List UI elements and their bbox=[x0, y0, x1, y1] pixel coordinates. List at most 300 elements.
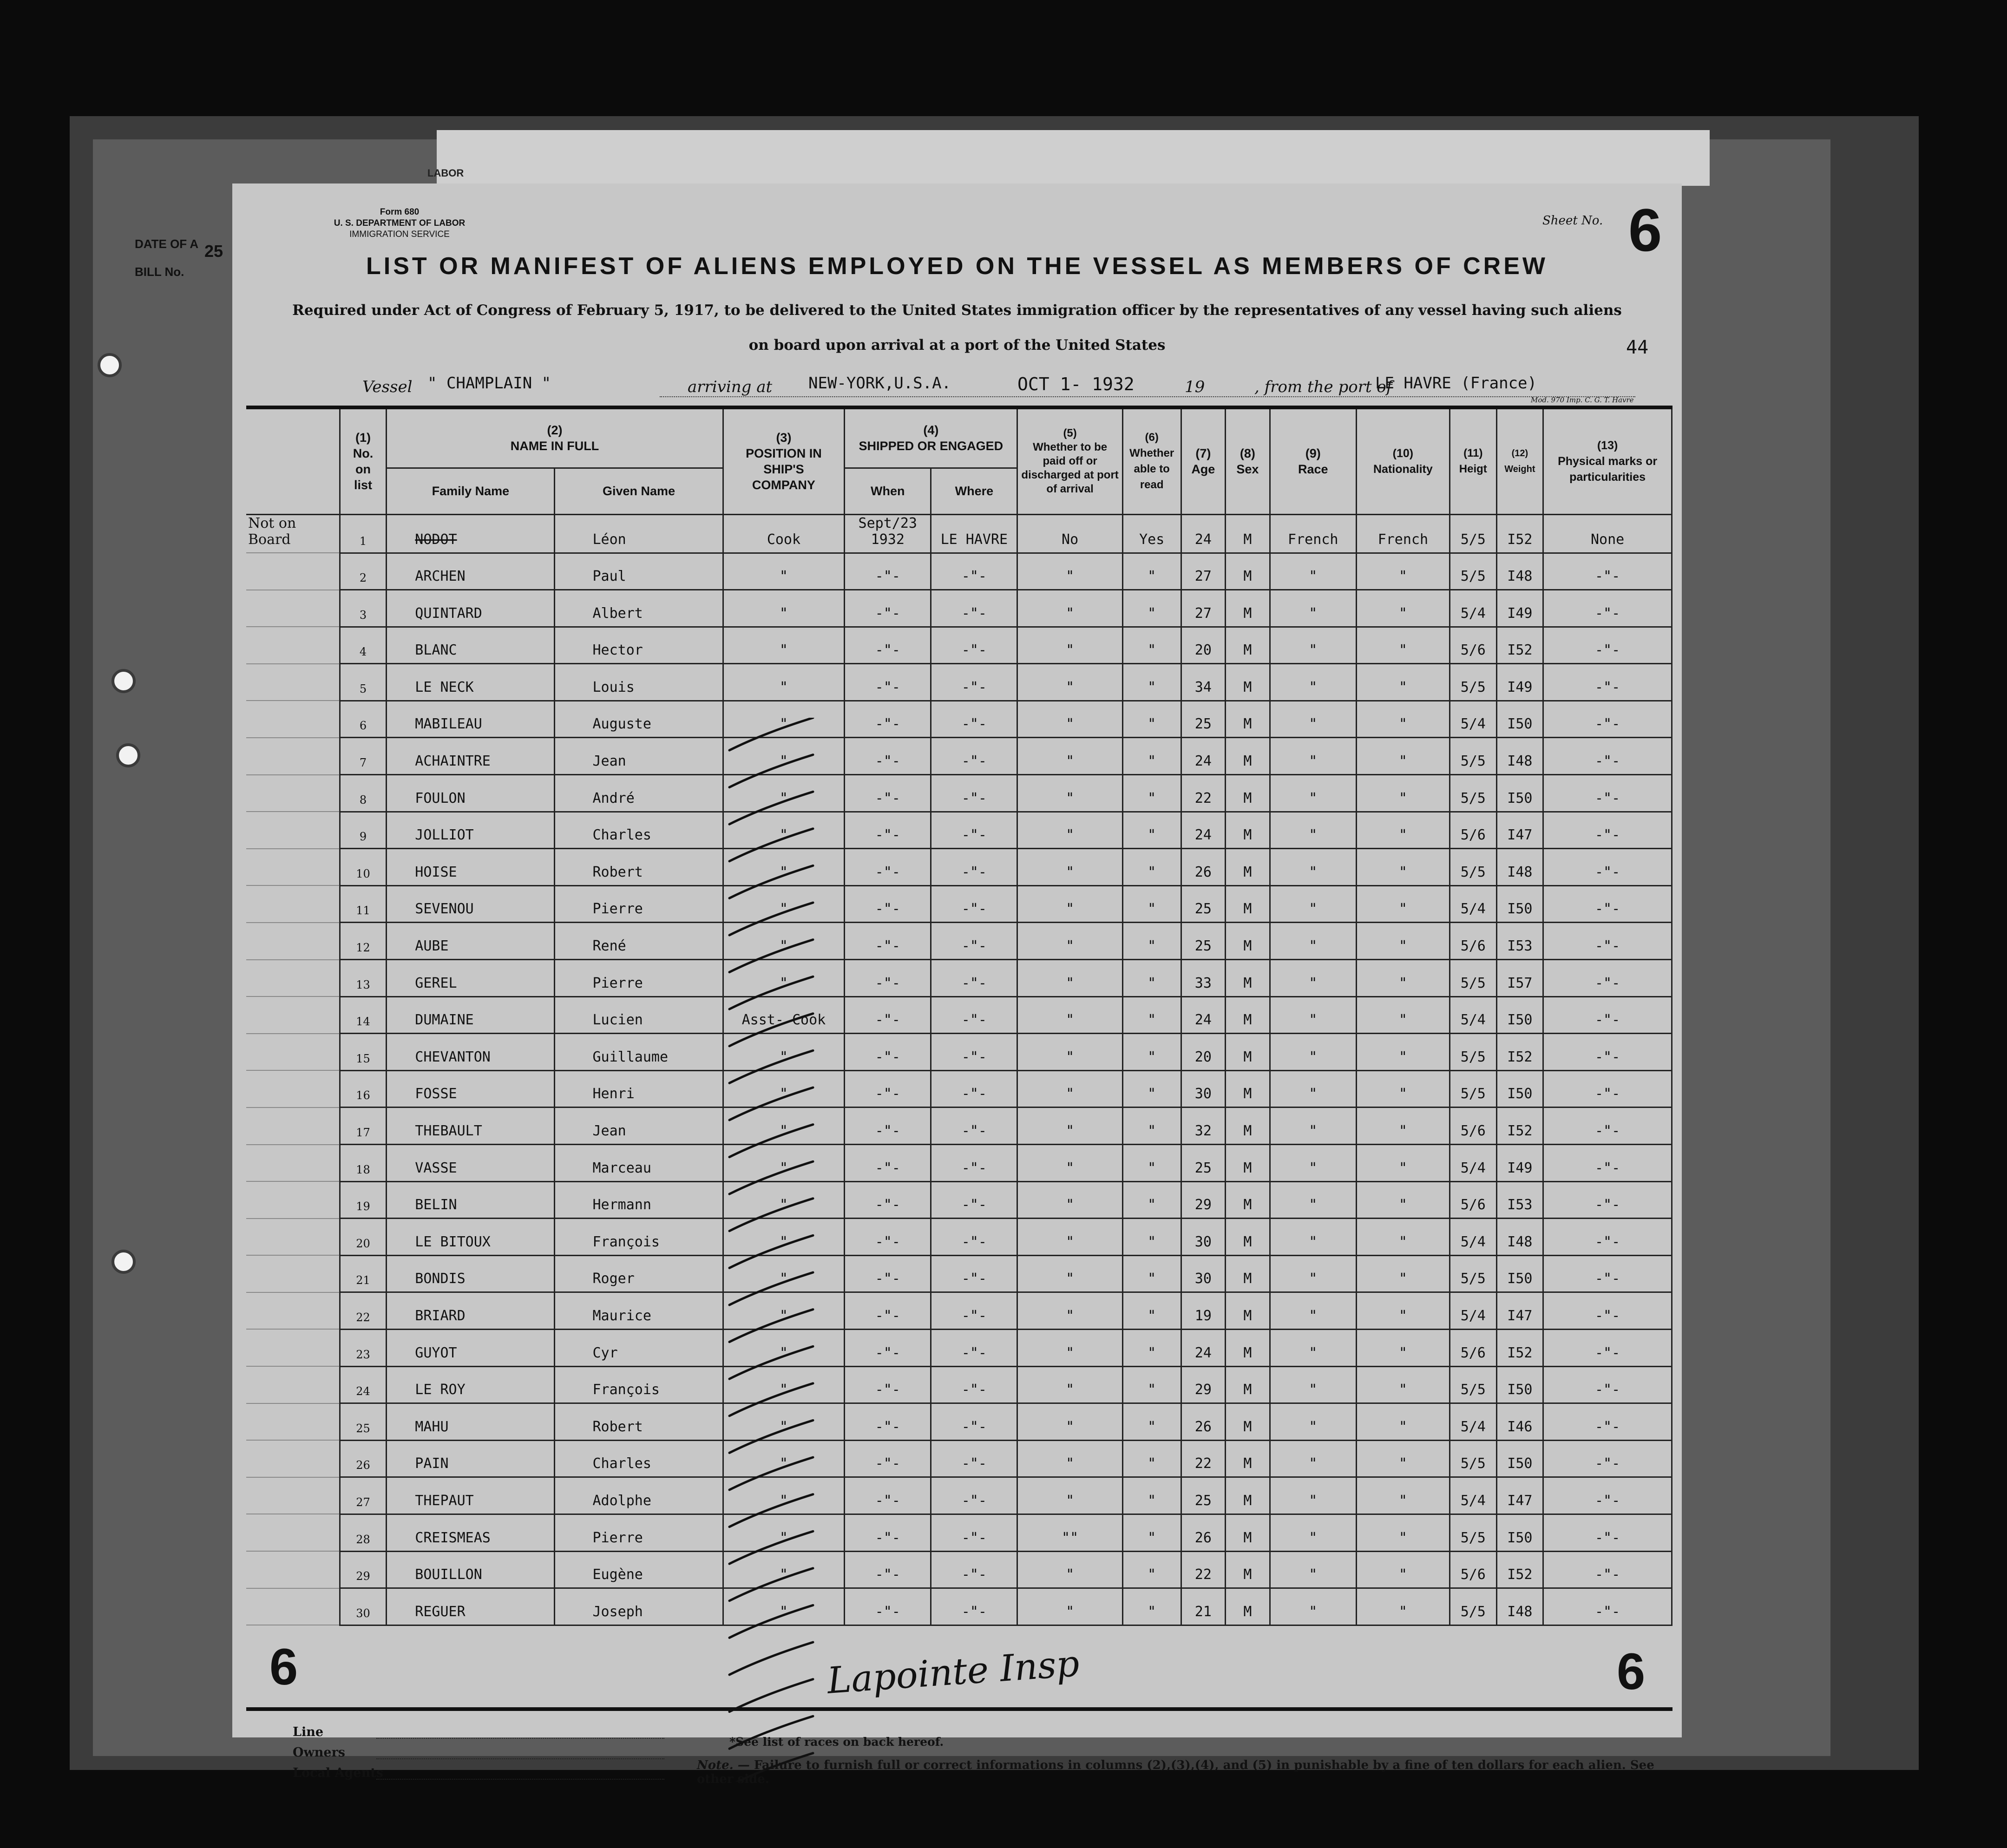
check-stroke bbox=[729, 940, 813, 972]
nationality-cell: " bbox=[1356, 849, 1450, 886]
shipped-where-cell: -"- bbox=[931, 553, 1017, 590]
year-label: 19 bbox=[1185, 378, 1205, 396]
age-cell: 25 bbox=[1181, 1145, 1226, 1182]
position-cell: " bbox=[723, 775, 845, 812]
col-5-header: (5) Whether to be paid off or discharged at port of arrival bbox=[1017, 407, 1122, 514]
family-name-cell: SEVENOU bbox=[387, 885, 555, 923]
shipped-where-cell: -"- bbox=[931, 960, 1017, 997]
given-name-cell: Hector bbox=[555, 627, 723, 664]
remark-cell bbox=[246, 923, 340, 960]
document-subtitle-line-1: Required under Act of Congress of February 5, 1917, to be delivered to the United States immigration officer by the representatives of any vessel having such aliens bbox=[292, 302, 1622, 319]
table-row bbox=[246, 812, 1672, 849]
row-number-cell: 14 bbox=[340, 996, 387, 1034]
position-cell: " bbox=[723, 812, 845, 849]
position-cell: " bbox=[723, 1107, 845, 1145]
physical-marks-cell: -"- bbox=[1543, 1181, 1672, 1219]
row-number-cell: 17 bbox=[340, 1107, 387, 1145]
given-name-cell: Hermann bbox=[555, 1181, 723, 1219]
position-cell: " bbox=[723, 1588, 845, 1625]
shipped-where-cell: -"- bbox=[931, 996, 1017, 1034]
row-number-cell: 24 bbox=[340, 1366, 387, 1403]
able-to-read-cell: " bbox=[1122, 627, 1181, 664]
penalty-note bbox=[697, 1758, 1682, 1786]
shipped-when-cell: -"- bbox=[845, 1403, 931, 1441]
shipped-where-cell: -"- bbox=[931, 1070, 1017, 1107]
paid-off-cell: " bbox=[1017, 1219, 1122, 1256]
nationality-cell: " bbox=[1356, 1107, 1450, 1145]
weight-cell: I52 bbox=[1496, 1107, 1543, 1145]
check-stroke bbox=[729, 903, 813, 935]
height-cell: 5/5 bbox=[1450, 664, 1496, 701]
nationality-cell: " bbox=[1356, 775, 1450, 812]
line-field bbox=[376, 1738, 664, 1739]
row-number-cell: 11 bbox=[340, 885, 387, 923]
given-name-cell: René bbox=[555, 923, 723, 960]
paid-off-cell: " bbox=[1017, 553, 1122, 590]
position-cell: " bbox=[723, 1145, 845, 1182]
owners-field bbox=[376, 1758, 664, 1759]
family-name-cell: CREISMEAS bbox=[387, 1514, 555, 1551]
shipped-when-cell: -"- bbox=[845, 1366, 931, 1403]
owners-label: Owners bbox=[293, 1745, 345, 1760]
sex-cell: M bbox=[1226, 775, 1270, 812]
age-cell: 26 bbox=[1181, 1403, 1226, 1441]
check-stroke bbox=[729, 1642, 813, 1675]
position-cell: Asst- Cook bbox=[723, 996, 845, 1034]
race-cell: " bbox=[1270, 1070, 1356, 1107]
remark-cell bbox=[246, 1070, 340, 1107]
shipped-where-cell: -"- bbox=[931, 923, 1017, 960]
physical-marks-cell: -"- bbox=[1543, 960, 1672, 997]
physical-marks-cell: -"- bbox=[1543, 738, 1672, 775]
weight-cell: I47 bbox=[1496, 812, 1543, 849]
weight-cell: I48 bbox=[1496, 1588, 1543, 1625]
sex-cell: M bbox=[1226, 627, 1270, 664]
height-cell: 5/6 bbox=[1450, 1329, 1496, 1366]
physical-marks-cell: -"- bbox=[1543, 1034, 1672, 1071]
weight-cell: I49 bbox=[1496, 664, 1543, 701]
weight-cell: I57 bbox=[1496, 960, 1543, 997]
family-name-cell: FOSSE bbox=[387, 1070, 555, 1107]
sex-cell: M bbox=[1226, 1366, 1270, 1403]
table-row bbox=[246, 1329, 1672, 1366]
race-cell: " bbox=[1270, 1551, 1356, 1588]
physical-marks-cell: -"- bbox=[1543, 1145, 1672, 1182]
able-to-read-cell: " bbox=[1122, 1366, 1181, 1403]
height-cell: 5/4 bbox=[1450, 1477, 1496, 1514]
family-name-cell: HOISE bbox=[387, 849, 555, 886]
able-to-read-cell: " bbox=[1122, 1292, 1181, 1330]
race-cell: " bbox=[1270, 1181, 1356, 1219]
shipped-where-cell: -"- bbox=[931, 849, 1017, 886]
row-number-cell: 9 bbox=[340, 812, 387, 849]
check-stroke bbox=[729, 1310, 813, 1342]
shipped-when-cell: -"- bbox=[845, 1219, 931, 1256]
check-mark-strokes bbox=[720, 718, 822, 1782]
weight-cell: I50 bbox=[1496, 1440, 1543, 1477]
paid-off-cell: " bbox=[1017, 1477, 1122, 1514]
remark-cell bbox=[246, 1403, 340, 1441]
sex-cell: M bbox=[1226, 1329, 1270, 1366]
shipped-when-cell: -"- bbox=[845, 590, 931, 627]
remark-cell bbox=[246, 1145, 340, 1182]
family-name-cell: BRIARD bbox=[387, 1292, 555, 1330]
check-stroke bbox=[729, 976, 813, 1009]
arrival-date: OCT 1- 1932 bbox=[1017, 374, 1135, 394]
race-cell: " bbox=[1270, 775, 1356, 812]
able-to-read-cell: " bbox=[1122, 1181, 1181, 1219]
col-11-header: (11) Heigt bbox=[1450, 407, 1496, 514]
shipped-when-cell: -"- bbox=[845, 1070, 931, 1107]
weight-cell: I50 bbox=[1496, 1255, 1543, 1292]
height-cell: 5/5 bbox=[1450, 849, 1496, 886]
paid-off-cell: " bbox=[1017, 1366, 1122, 1403]
row-number-cell: 16 bbox=[340, 1070, 387, 1107]
shipped-where-cell: -"- bbox=[931, 775, 1017, 812]
position-cell: " bbox=[723, 1477, 845, 1514]
able-to-read-cell: " bbox=[1122, 775, 1181, 812]
paid-off-cell: " bbox=[1017, 664, 1122, 701]
table-row bbox=[246, 590, 1672, 627]
sex-cell: M bbox=[1226, 923, 1270, 960]
inspector-signature: Lapointe Insp bbox=[826, 1643, 1081, 1702]
given-name-cell: Cyr bbox=[555, 1329, 723, 1366]
height-cell: 5/5 bbox=[1450, 1255, 1496, 1292]
shipped-where-cell: -"- bbox=[931, 812, 1017, 849]
family-name-cell: QUINTARD bbox=[387, 590, 555, 627]
check-stroke bbox=[729, 1383, 813, 1416]
weight-cell: I48 bbox=[1496, 849, 1543, 886]
race-cell: " bbox=[1270, 923, 1356, 960]
remark-cell bbox=[246, 1219, 340, 1256]
physical-marks-cell: -"- bbox=[1543, 553, 1672, 590]
check-stroke bbox=[729, 1568, 813, 1601]
weight-cell: I50 bbox=[1496, 701, 1543, 738]
nationality-cell: " bbox=[1356, 1181, 1450, 1219]
table-row bbox=[246, 1292, 1672, 1330]
shipped-where-cell: -"- bbox=[931, 1107, 1017, 1145]
nationality-cell: " bbox=[1356, 590, 1450, 627]
row-number-cell: 7 bbox=[340, 738, 387, 775]
given-name-cell: Charles bbox=[555, 812, 723, 849]
physical-marks-cell: -"- bbox=[1543, 1514, 1672, 1551]
remark-cell bbox=[246, 1366, 340, 1403]
remark-cell bbox=[246, 590, 340, 627]
form-header bbox=[269, 207, 530, 240]
row-number-cell: 12 bbox=[340, 923, 387, 960]
age-cell: 24 bbox=[1181, 738, 1226, 775]
shipped-when-cell: -"- bbox=[845, 664, 931, 701]
race-cell: " bbox=[1270, 849, 1356, 886]
shipped-when-cell: -"- bbox=[845, 1588, 931, 1625]
paid-off-cell: " bbox=[1017, 1255, 1122, 1292]
able-to-read-cell: " bbox=[1122, 1145, 1181, 1182]
check-stroke bbox=[729, 755, 813, 787]
position-cell: " bbox=[723, 923, 845, 960]
weight-cell: I47 bbox=[1496, 1477, 1543, 1514]
shipped-where-cell: -"- bbox=[931, 1514, 1017, 1551]
weight-cell: I47 bbox=[1496, 1292, 1543, 1330]
paid-off-cell: " bbox=[1017, 1107, 1122, 1145]
remark-cell bbox=[246, 701, 340, 738]
document-subtitle-line-2: on board upon arrival at a port of the United States bbox=[748, 337, 1166, 354]
position-cell: " bbox=[723, 849, 845, 886]
sex-cell: M bbox=[1226, 849, 1270, 886]
remark-cell bbox=[246, 738, 340, 775]
shipped-where-cell: -"- bbox=[931, 1255, 1017, 1292]
check-stroke bbox=[729, 1457, 813, 1490]
table-row bbox=[246, 1440, 1672, 1477]
physical-marks-cell: -"- bbox=[1543, 1588, 1672, 1625]
table-row bbox=[246, 1403, 1672, 1441]
row-number-cell: 21 bbox=[340, 1255, 387, 1292]
height-cell: 5/6 bbox=[1450, 1551, 1496, 1588]
position-cell: " bbox=[723, 1255, 845, 1292]
age-cell: 22 bbox=[1181, 1551, 1226, 1588]
remark-cell bbox=[246, 1292, 340, 1330]
table-row bbox=[246, 1181, 1672, 1219]
shipped-where-cell: -"- bbox=[931, 1588, 1017, 1625]
height-cell: 5/5 bbox=[1450, 514, 1496, 553]
shipped-when-cell: -"- bbox=[845, 701, 931, 738]
physical-marks-cell: -"- bbox=[1543, 627, 1672, 664]
physical-marks-cell: -"- bbox=[1543, 664, 1672, 701]
race-cell: " bbox=[1270, 1292, 1356, 1330]
table-row bbox=[246, 553, 1672, 590]
sex-cell: M bbox=[1226, 553, 1270, 590]
paid-off-cell: " bbox=[1017, 590, 1122, 627]
position-cell: " bbox=[723, 627, 845, 664]
physical-marks-cell: -"- bbox=[1543, 849, 1672, 886]
age-cell: 30 bbox=[1181, 1219, 1226, 1256]
nationality-cell: French bbox=[1356, 514, 1450, 553]
printer-mark: Mod. 970 Imp. C. G. T. Havre bbox=[1531, 396, 1634, 404]
shipped-when-cell: -"- bbox=[845, 1292, 931, 1330]
shipped-when-cell: -"- bbox=[845, 1329, 931, 1366]
row-number-cell: 4 bbox=[340, 627, 387, 664]
paid-off-cell: No bbox=[1017, 514, 1122, 553]
height-cell: 5/5 bbox=[1450, 960, 1496, 997]
race-cell: " bbox=[1270, 1219, 1356, 1256]
sex-cell: M bbox=[1226, 1255, 1270, 1292]
sex-cell: M bbox=[1226, 885, 1270, 923]
table-row bbox=[246, 923, 1672, 960]
sex-cell: M bbox=[1226, 738, 1270, 775]
position-cell: " bbox=[723, 1514, 845, 1551]
given-name-cell: François bbox=[555, 1219, 723, 1256]
able-to-read-cell: " bbox=[1122, 1551, 1181, 1588]
height-cell: 5/4 bbox=[1450, 1219, 1496, 1256]
family-name-cell: DUMAINE bbox=[387, 996, 555, 1034]
family-name-cell: FOULON bbox=[387, 775, 555, 812]
check-stroke bbox=[729, 1420, 813, 1453]
shipped-where-cell: -"- bbox=[931, 1366, 1017, 1403]
shipped-where-cell: -"- bbox=[931, 1034, 1017, 1071]
position-cell: " bbox=[723, 1329, 845, 1366]
nationality-cell: " bbox=[1356, 553, 1450, 590]
position-cell: " bbox=[723, 1034, 845, 1071]
given-name-cell: Robert bbox=[555, 849, 723, 886]
shipped-when-cell: -"- bbox=[845, 960, 931, 997]
underlay-stamp-line-1: DATE OF A bbox=[135, 237, 199, 251]
given-name-cell: Louis bbox=[555, 664, 723, 701]
race-cell: " bbox=[1270, 885, 1356, 923]
family-name-header: Family Name bbox=[387, 468, 555, 514]
check-stroke bbox=[729, 1088, 813, 1120]
sex-cell: M bbox=[1226, 1551, 1270, 1588]
punch-hole bbox=[112, 669, 136, 693]
height-cell: 5/5 bbox=[1450, 738, 1496, 775]
physical-marks-cell: -"- bbox=[1543, 701, 1672, 738]
family-name-cell: THEBAULT bbox=[387, 1107, 555, 1145]
paid-off-cell: " bbox=[1017, 1403, 1122, 1441]
weight-cell: I48 bbox=[1496, 1219, 1543, 1256]
age-cell: 25 bbox=[1181, 701, 1226, 738]
shipped-when-cell: -"- bbox=[845, 849, 931, 886]
able-to-read-cell: " bbox=[1122, 1255, 1181, 1292]
position-cell: " bbox=[723, 1403, 845, 1441]
row-number-cell: 28 bbox=[340, 1514, 387, 1551]
check-stroke bbox=[729, 792, 813, 824]
paid-off-cell: " bbox=[1017, 627, 1122, 664]
table-row bbox=[246, 1366, 1672, 1403]
check-stroke bbox=[729, 1050, 813, 1083]
family-name-cell: THEPAUT bbox=[387, 1477, 555, 1514]
table-row bbox=[246, 960, 1672, 997]
col-13-header: (13) Physical marks or particularities bbox=[1543, 407, 1672, 514]
shipped-where-cell: -"- bbox=[931, 1181, 1017, 1219]
physical-marks-cell: -"- bbox=[1543, 1070, 1672, 1107]
row-number-cell: 27 bbox=[340, 1477, 387, 1514]
table-row bbox=[246, 775, 1672, 812]
sex-cell: M bbox=[1226, 1403, 1270, 1441]
given-name-cell: Auguste bbox=[555, 701, 723, 738]
table-row bbox=[246, 1477, 1672, 1514]
punch-hole bbox=[116, 743, 140, 767]
nationality-cell: " bbox=[1356, 996, 1450, 1034]
table-row bbox=[246, 627, 1672, 664]
nationality-cell: " bbox=[1356, 1477, 1450, 1514]
physical-marks-cell: -"- bbox=[1543, 1255, 1672, 1292]
physical-marks-cell: -"- bbox=[1543, 1477, 1672, 1514]
shipped-when-cell: Sept/23 1932 bbox=[845, 514, 931, 553]
sex-cell: M bbox=[1226, 1219, 1270, 1256]
weight-cell: I52 bbox=[1496, 514, 1543, 553]
sex-cell: M bbox=[1226, 960, 1270, 997]
able-to-read-cell: " bbox=[1122, 1329, 1181, 1366]
paid-off-cell: " bbox=[1017, 1070, 1122, 1107]
vessel-line-rule bbox=[660, 396, 1635, 397]
height-cell: 5/5 bbox=[1450, 1514, 1496, 1551]
nationality-cell: " bbox=[1356, 664, 1450, 701]
paid-off-cell: " bbox=[1017, 1145, 1122, 1182]
paid-off-cell: " bbox=[1017, 1329, 1122, 1366]
age-cell: 25 bbox=[1181, 1477, 1226, 1514]
family-name-cell: PAIN bbox=[387, 1440, 555, 1477]
position-cell: " bbox=[723, 1070, 845, 1107]
remark-cell bbox=[246, 885, 340, 923]
check-stroke bbox=[729, 865, 813, 898]
family-name-cell: BELIN bbox=[387, 1181, 555, 1219]
age-cell: 24 bbox=[1181, 996, 1226, 1034]
sex-cell: M bbox=[1226, 812, 1270, 849]
race-cell: " bbox=[1270, 738, 1356, 775]
age-cell: 32 bbox=[1181, 1107, 1226, 1145]
height-cell: 5/6 bbox=[1450, 812, 1496, 849]
paid-off-cell: " bbox=[1017, 960, 1122, 997]
sex-cell: M bbox=[1226, 996, 1270, 1034]
physical-marks-cell: -"- bbox=[1543, 1292, 1672, 1330]
row-number-cell: 8 bbox=[340, 775, 387, 812]
sex-cell: M bbox=[1226, 1292, 1270, 1330]
age-cell: 20 bbox=[1181, 1034, 1226, 1071]
document-title: LIST OR MANIFEST OF ALIENS EMPLOYED ON THE VESSEL AS MEMBERS OF CREW bbox=[366, 253, 1548, 280]
row-number-cell: 30 bbox=[340, 1588, 387, 1625]
family-name-cell: BOUILLON bbox=[387, 1551, 555, 1588]
position-cell: Cook bbox=[723, 514, 845, 553]
sheet-number: 6 bbox=[1628, 196, 1662, 264]
physical-marks-cell: -"- bbox=[1543, 885, 1672, 923]
position-cell: " bbox=[723, 664, 845, 701]
family-name-cell: JOLLIOT bbox=[387, 812, 555, 849]
age-cell: 33 bbox=[1181, 960, 1226, 997]
paid-off-cell: " bbox=[1017, 1034, 1122, 1071]
shipped-where-cell: -"- bbox=[931, 1551, 1017, 1588]
row-number-cell: 10 bbox=[340, 849, 387, 886]
family-name-cell: LE BITOUX bbox=[387, 1219, 555, 1256]
family-name-cell: BONDIS bbox=[387, 1255, 555, 1292]
nationality-cell: " bbox=[1356, 1366, 1450, 1403]
position-cell: " bbox=[723, 553, 845, 590]
race-cell: " bbox=[1270, 1145, 1356, 1182]
sex-cell: M bbox=[1226, 1034, 1270, 1071]
vessel-label: Vessel bbox=[362, 378, 413, 396]
sex-cell: M bbox=[1226, 664, 1270, 701]
row-number-cell: 5 bbox=[340, 664, 387, 701]
paid-off-cell: " bbox=[1017, 849, 1122, 886]
table-row bbox=[246, 1588, 1672, 1625]
nationality-cell: " bbox=[1356, 1219, 1450, 1256]
paid-off-cell: " bbox=[1017, 1588, 1122, 1625]
race-cell: " bbox=[1270, 1440, 1356, 1477]
age-cell: 34 bbox=[1181, 664, 1226, 701]
age-cell: 19 bbox=[1181, 1292, 1226, 1330]
height-cell: 5/4 bbox=[1450, 996, 1496, 1034]
given-name-cell: Adolphe bbox=[555, 1477, 723, 1514]
race-cell: " bbox=[1270, 590, 1356, 627]
able-to-read-cell: " bbox=[1122, 590, 1181, 627]
nationality-cell: " bbox=[1356, 1551, 1450, 1588]
given-name-cell: Albert bbox=[555, 590, 723, 627]
remark-cell: Not on Board bbox=[246, 514, 340, 553]
race-cell: " bbox=[1270, 996, 1356, 1034]
given-name-cell: Jean bbox=[555, 738, 723, 775]
family-name-cell: CHEVANTON bbox=[387, 1034, 555, 1071]
col-4-header: (4) SHIPPED OR ENGAGED bbox=[845, 407, 1017, 468]
row-number-cell: 26 bbox=[340, 1440, 387, 1477]
remark-cell bbox=[246, 960, 340, 997]
given-name-cell: Eugène bbox=[555, 1551, 723, 1588]
col-1-header: (1) No. on list bbox=[340, 407, 387, 514]
sex-cell: M bbox=[1226, 1477, 1270, 1514]
sex-cell: M bbox=[1226, 1181, 1270, 1219]
note-label: Note. — bbox=[697, 1758, 750, 1772]
age-cell: 30 bbox=[1181, 1070, 1226, 1107]
sex-cell: M bbox=[1226, 1514, 1270, 1551]
table-row bbox=[246, 1219, 1672, 1256]
row-number-cell: 6 bbox=[340, 701, 387, 738]
arriving-port: NEW-YORK,U.S.A. bbox=[808, 374, 951, 393]
